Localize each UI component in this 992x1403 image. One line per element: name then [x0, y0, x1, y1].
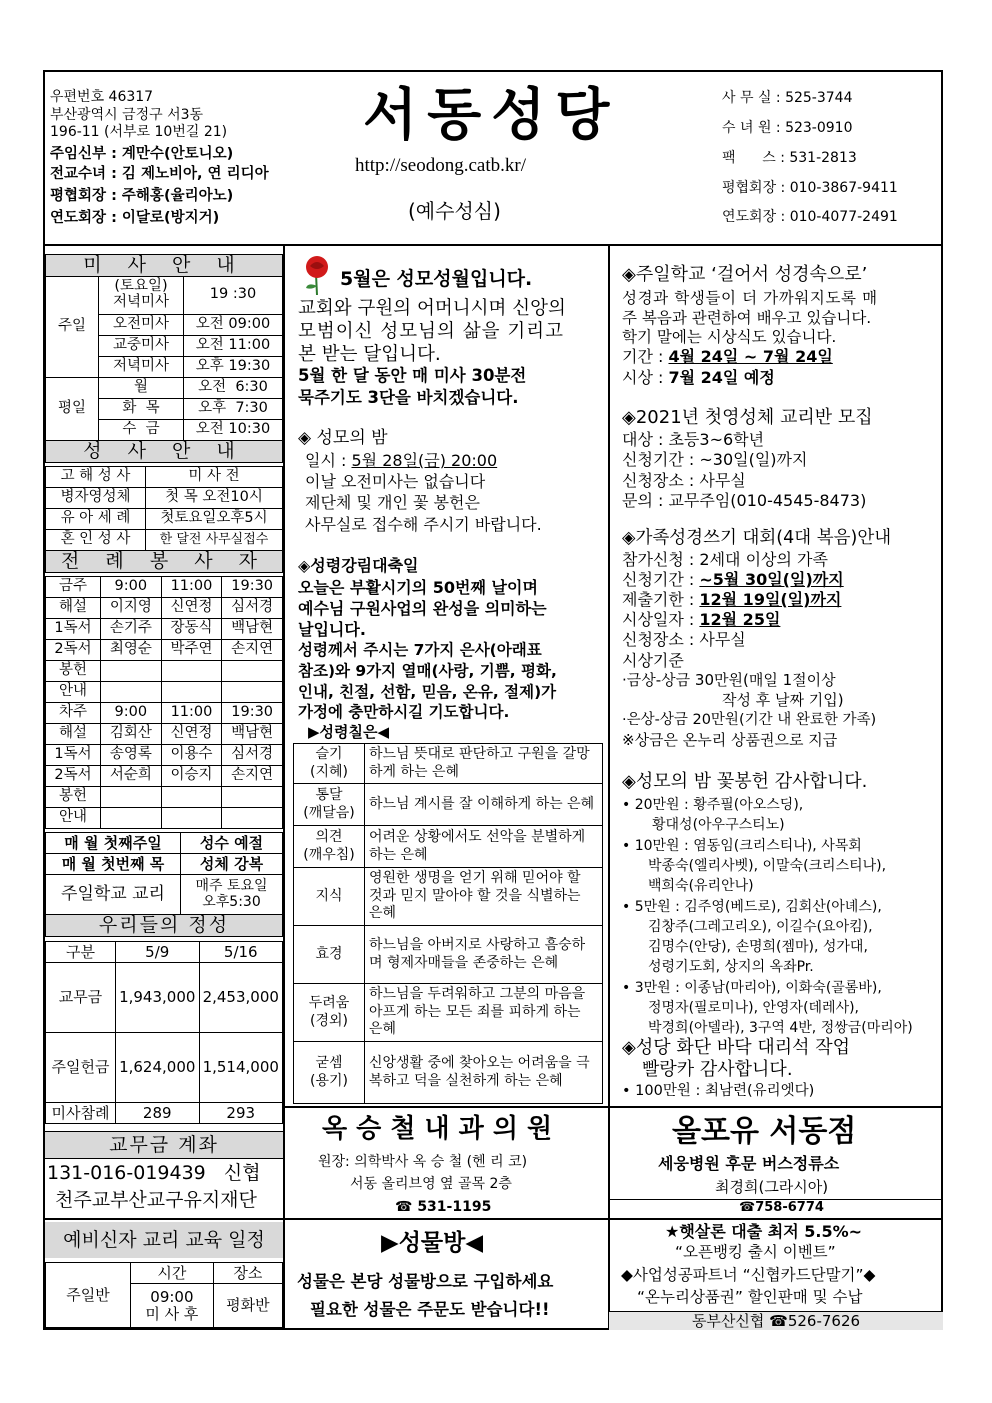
liturgy-week1-r2-c1: 손기주	[101, 619, 162, 640]
clinic-name: 옥 승 철 내 과 의 원	[322, 1114, 553, 1144]
school-award-value: 7월 24일 예정	[668, 368, 775, 387]
bible-line-5: 신청장소 : 사무실	[622, 630, 746, 649]
postal-code: 우편번호 46317	[50, 89, 154, 105]
mass-row-0-name: (토요일) 저녁미사	[99, 276, 184, 314]
shop-line-1: 세웅병원 후문 버스정류소	[658, 1154, 840, 1173]
liturgy-week1-r3-c0: 2독서	[46, 640, 101, 661]
weekday-label: 평일	[46, 377, 99, 440]
night-date-label: 일시 :	[305, 451, 352, 470]
offering-1-v1: 1,624,000	[116, 1033, 200, 1103]
school-period	[622, 348, 833, 366]
cu-line-2: “오픈뱅킹 출시 이벤트”	[675, 1243, 836, 1261]
night-line-2: 이날 오전미사는 없습니다	[305, 472, 486, 491]
offering-1-v2: 1,514,000	[199, 1033, 283, 1103]
pent-line-3: 날입니다.	[298, 620, 366, 639]
school-line-1: 성경과 학생들이 더 가까워지도록 매	[622, 289, 878, 307]
liturgy-week2-r3-c2: 이승지	[161, 766, 222, 787]
liturgy-week1-r1-c1: 이지영	[101, 598, 162, 619]
liturgy-title: 전 례 봉 사 자	[46, 551, 283, 573]
bible-line-10: ※상금은 온누리 상품권으로 지급	[622, 731, 838, 749]
offering-table	[45, 941, 283, 1124]
fax-number: 팩 스 : 531-2813	[722, 150, 857, 166]
bible-line-7: ·금상-상금 30만원(매일 1절이상	[622, 671, 836, 689]
may-body-5: 묵주기도 3단을 바치겠습니다.	[298, 388, 519, 407]
night-title: ◈ 성모의 밤	[298, 428, 388, 448]
night-date-value: 5월 28일(금) 20:00	[351, 451, 498, 470]
gift-0-name: 슬기 (지혜)	[294, 744, 365, 784]
mass-row-1-time: 오전 09:00	[184, 314, 283, 335]
pent-line-1: 오늘은 부활시기의 50번째 날이며	[298, 578, 538, 597]
liturgy-week1-r0-c2: 11:00	[161, 577, 222, 598]
may-title: 5월은 성모성월입니다.	[340, 268, 533, 290]
bible-line-2	[622, 571, 844, 589]
liturgy-week2-r2-c3: 심서경	[222, 745, 283, 766]
mass-row-2-name: 교중미사	[99, 335, 184, 356]
cu-line-3	[621, 1267, 875, 1285]
liturgy-week1-r5-c2	[161, 682, 222, 703]
liturgy-week2-r0-c1: 9:00	[101, 703, 162, 724]
communion-line-4: 문의 : 교무주임(010-4545-8473)	[622, 491, 867, 510]
account-number: 131-016-019439 신협	[47, 1162, 261, 1184]
offering-2-v1: 289	[116, 1103, 200, 1124]
bible-line-4-value: 12월 25일	[699, 610, 781, 629]
sacrament-1-name: 병자영성체	[46, 488, 146, 509]
school-period-value: 4월 24일 ~ 7월 24일	[668, 347, 833, 366]
feast-label: (예수성심)	[408, 199, 501, 223]
liturgy-week1-r4-c0: 봉헌	[46, 661, 101, 682]
thanks-line-6: 김창주(그레고리오), 이길수(요아킴),	[648, 918, 873, 935]
offering-0-v1: 1,943,000	[116, 963, 200, 1033]
gifts-table	[293, 743, 603, 1104]
offering-1-label: 주일헌금	[46, 1033, 116, 1103]
monthly-0-value: 성수 예절	[181, 833, 283, 854]
thanks-line-5: • 5만원 : 김주영(베드로), 김회산(아녜스),	[622, 898, 882, 915]
school-award	[622, 369, 775, 387]
catechumen-title: 예비신자 교리 교육 일정	[45, 1222, 283, 1258]
offering-col-1: 5/9	[116, 942, 200, 963]
cu-line-3-text: ◆사업성공파트너 “신협카드단말기”◆	[621, 1266, 876, 1284]
may-body-3: 본 받는 달입니다.	[298, 344, 441, 365]
offering-0-v2: 2,453,000	[199, 963, 283, 1033]
thanks-line-8: 성령기도회, 상지의 옥좌Pr.	[648, 959, 814, 976]
catechumen-place: 평화반	[213, 1284, 282, 1328]
offering-col-2: 5/16	[199, 942, 283, 963]
header-divider	[43, 244, 943, 246]
gifts-title: ▶성령칠은◀	[308, 723, 390, 741]
liturgy-week1-r5-c1	[101, 682, 162, 703]
mass-row-0-time: 19 :30	[184, 276, 283, 314]
parish-title: 서동성당	[363, 83, 620, 148]
gift-5-name: 두려움 (경외)	[294, 984, 365, 1042]
liturgy-week1-r4-c2	[161, 661, 222, 682]
communion-line-2: 신청기간 : ~30일(일)까지	[622, 450, 808, 469]
thanks-line-3: 박종숙(엘리사벳), 이말숙(크리스티나),	[648, 857, 887, 874]
liturgy-week2-r1-c0: 해설	[46, 724, 101, 745]
may-body-1: 교회와 구원의 어머니시며 신앙의	[298, 298, 566, 319]
night-line-3: 제단체 및 개인 꽃 봉헌은	[305, 493, 480, 512]
council-line: 평협회장 : 주해홍(율리아노)	[50, 188, 234, 204]
liturgy-week2-r0-c0: 차주	[46, 703, 101, 724]
pent-line-4: 성령께서 주시는 7가지 은사(아래표	[298, 641, 542, 659]
sacrament-0-name: 고 해 성 사	[46, 467, 146, 488]
sacrament-2-name: 유 아 세 례	[46, 509, 146, 530]
cu-line-1: ★햇살론 대출 최저 5.5%~	[665, 1222, 863, 1241]
liturgy-week1-r2-c0: 1독서	[46, 619, 101, 640]
thanks-line-7: 김명수(안당), 손명희(젬마), 성가대,	[648, 939, 868, 956]
bible-title: ◈가족성경쓰기 대회(4대 복음)안내	[622, 528, 892, 548]
liturgy-week1-r3-c2: 박주연	[161, 640, 222, 661]
bible-line-3	[622, 591, 841, 609]
liturgy-table	[45, 576, 283, 829]
bible-line-8: 작성 후 날짜 기입)	[722, 691, 844, 709]
pent-line-5: 참조)와 9가지 열매(사랑, 기쁨, 평화,	[298, 662, 557, 680]
mass-row-5-time: 오후 7:30	[184, 398, 283, 419]
nun-line: 전교수녀 : 김 제노비아, 연 리디아	[50, 166, 269, 182]
mass-row-5-name: 화 목	[99, 398, 184, 419]
liturgy-week2-r3-c0: 2독서	[46, 766, 101, 787]
monthly-table	[45, 832, 283, 937]
gift-3-desc: 영원한 생명을 얻기 위해 믿어야 할 것과 믿지 말아야 할 것을 식별하는 은혜	[365, 868, 603, 926]
liturgy-week1-r2-c2: 장동식	[161, 619, 222, 640]
bible-line-4-label: 시상일자 :	[622, 610, 700, 629]
communion-line-1: 대상 : 초등3~6학년	[622, 430, 765, 449]
thanks-line-9: • 3만원 : 이종남(마리아), 이화숙(골롬바),	[622, 979, 882, 996]
sacrament-3-name: 혼 인 성 사	[46, 530, 146, 551]
school-line-3: 학기 말에는 시상식도 있습니다.	[622, 328, 837, 346]
liturgy-week1-r0-c0: 금주	[46, 577, 101, 598]
offering-0-label: 교무금	[46, 963, 116, 1033]
thanks-line-10: 정명자(필로미나), 안영자(데레사),	[648, 1000, 860, 1016]
catechumen-label: 주일반	[46, 1263, 131, 1328]
monthly-0-label: 매 월 첫째주일	[46, 833, 181, 854]
gift-4-desc: 하느님을 아버지로 사랑하고 흠숭하며 형제자매들을 존중하는 은혜	[365, 926, 603, 984]
bottom-divider	[43, 1218, 943, 1220]
liturgy-week2-r1-c1: 김회산	[101, 724, 162, 745]
shop-line-2: 최경희(그라시아)	[715, 1178, 829, 1196]
liturgy-week1-r0-c3: 19:30	[222, 577, 283, 598]
gift-2-desc: 어려운 상황에서도 선악을 분별하게 하는 은혜	[365, 826, 603, 868]
mass-schedule-table	[45, 254, 283, 463]
gift-3-name: 지식	[294, 868, 365, 926]
bible-line-3-value: 12월 19일(일)까지	[699, 590, 842, 609]
liturgy-week1-r1-c0: 해설	[46, 598, 101, 619]
thanks-line-0: • 20만원 : 황주필(아오스딩),	[622, 797, 804, 813]
may-body-4: 5월 한 달 동안 매 미사 30분전	[298, 366, 527, 385]
council-phone: 평협회장 : 010-3867-9411	[722, 180, 898, 196]
gift-1-name: 통달 (깨달음)	[294, 784, 365, 826]
sunday-label: 주일	[46, 276, 99, 377]
catechumen-time: 09:00 미 사 후	[131, 1284, 214, 1328]
pent-line-6: 인내, 친절, 선함, 믿음, 온유, 절제)가	[298, 683, 557, 701]
pastor-line: 주임신부 : 계만수(안토니오)	[50, 146, 234, 162]
ageclub-line: 연도회장 : 이달로(방지거)	[50, 210, 220, 226]
liturgy-week1-r0-c1: 9:00	[101, 577, 162, 598]
store-title: ▶성물방◀	[381, 1230, 484, 1256]
bible-line-3-label: 제출기한 :	[622, 590, 700, 609]
mass-row-3-time: 오후 19:30	[184, 356, 283, 377]
liturgy-week2-r3-c1: 서순희	[101, 766, 162, 787]
gift-2-name: 의견 (깨우침)	[294, 826, 365, 868]
mass-row-6-time: 오전 10:30	[184, 419, 283, 440]
mass-row-3-name: 저녁미사	[99, 356, 184, 377]
bible-line-2-label: 신청기간 :	[622, 570, 700, 589]
gift-1-desc: 하느님 계시를 잘 이해하게 하는 은혜	[365, 784, 603, 826]
clinic-phone: ☎ 531-1195	[395, 1199, 492, 1215]
catechumen-time-header: 시간	[131, 1263, 214, 1284]
mass-title: 미 사 안 내	[46, 255, 283, 277]
school-time: 매주 토요일 오후5:30	[181, 875, 283, 915]
communion-title: ◈2021년 첫영성체 교리반 모집	[622, 407, 873, 428]
night-line-4: 사무실로 접수해 주시기 바랍니다.	[305, 515, 542, 534]
bible-line-1: 참가신청 : 2세대 이상의 가족	[622, 550, 828, 569]
liturgy-week1-r1-c2: 신연정	[161, 598, 222, 619]
school-period-label: 기간 :	[622, 347, 669, 366]
liturgy-week1-r1-c3: 심서경	[222, 598, 283, 619]
account-holder: 천주교부산교구유지재단	[55, 1189, 257, 1211]
address-line-1: 부산광역시 금정구 서3동	[50, 107, 204, 123]
ads-divider	[283, 1106, 943, 1108]
liturgy-week2-r0-c2: 11:00	[161, 703, 222, 724]
liturgy-week2-r4-c0: 봉헌	[46, 787, 101, 808]
bible-line-6: 시상기준	[622, 651, 684, 670]
gift-5-desc: 하느님을 두려워하고 그분의 마음을 아프게 하는 모든 죄를 피하게 하는 은혜	[365, 984, 603, 1042]
sacrament-3-info: 한 달전 사무실접수	[146, 530, 283, 551]
liturgy-week1-r3-c3: 손지연	[222, 640, 283, 661]
liturgy-week2-r4-c2	[161, 787, 222, 808]
marble-title-1: ◈성당 화단 바닥 대리석 작업	[622, 1037, 850, 1058]
liturgy-week2-r3-c3: 손지연	[222, 766, 283, 787]
liturgy-week2-r0-c3: 19:30	[222, 703, 283, 724]
shop-name: 올포유 서동점	[672, 1114, 857, 1149]
liturgy-week2-r2-c0: 1독서	[46, 745, 101, 766]
bible-line-2-value: ~5월 30일(일)까지	[699, 570, 844, 589]
gift-6-desc: 신앙생활 중에 찾아오는 어려움을 극복하고 덕을 실천하게 하는 은혜	[365, 1042, 603, 1104]
sacrament-table	[45, 466, 283, 573]
pentecost-title: ◈성령강림대축일	[298, 556, 419, 575]
school-label: 주일학교 교리	[46, 875, 181, 915]
night-date	[305, 452, 497, 470]
convent-phone: 수 녀 원 : 523-0910	[722, 120, 853, 136]
school-award-label: 시상 :	[622, 368, 669, 387]
liturgy-week1-r4-c3	[222, 661, 283, 682]
mass-row-6-name: 수 금	[99, 419, 184, 440]
catechumen-table	[45, 1262, 283, 1328]
pent-line-7: 가정에 충만하시길 기도합니다.	[298, 703, 510, 721]
school-title: ◈주일학교 ‘걸어서 성경속으로’	[622, 264, 868, 285]
sacrament-2-info: 첫토요일오후5시	[146, 509, 283, 530]
offering-col-0: 구분	[46, 942, 116, 963]
sacrament-1-info: 첫 목 오전10시	[146, 488, 283, 509]
monthly-1-value: 성체 강복	[181, 854, 283, 875]
liturgy-week1-r5-c3	[222, 682, 283, 703]
liturgy-week2-r2-c1: 송영록	[101, 745, 162, 766]
liturgy-week2-r1-c3: 백남현	[222, 724, 283, 745]
thanks-line-2: • 10만원 : 염동임(크리스티나), 사목회	[622, 837, 862, 854]
liturgy-week1-r5-c0: 안내	[46, 682, 101, 703]
office-phone: 사 무 실 : 525-3744	[722, 90, 853, 106]
offering-2-label: 미사참례	[46, 1103, 116, 1124]
rose-icon	[300, 254, 334, 296]
liturgy-week2-r4-c3	[222, 787, 283, 808]
sacrament-0-info: 미 사 전	[146, 467, 283, 488]
pent-line-2: 예수님 구원사업의 완성을 의미하는	[298, 599, 547, 618]
bible-line-9: ·은상-상금 20만원(기간 내 완료한 가족)	[622, 712, 877, 728]
sacrament-title: 성 사 안 내	[46, 440, 283, 462]
liturgy-week2-r1-c2: 신연정	[161, 724, 222, 745]
liturgy-week1-r3-c1: 최영순	[101, 640, 162, 661]
mass-row-2-time: 오전 11:00	[184, 335, 283, 356]
thanks-line-11: 박경희(아델라), 3구역 4반, 정쌍금(마리아)	[648, 1020, 913, 1037]
liturgy-week2-r5-c0: 안내	[46, 808, 101, 829]
gift-6-name: 굳셈 (용기)	[294, 1042, 365, 1104]
liturgy-week2-r4-c1	[101, 787, 162, 808]
col-divider-2	[608, 244, 610, 1330]
mass-row-4-time: 오전 6:30	[184, 377, 283, 398]
thanks-line-1: 황대성(아우구스티노)	[652, 817, 785, 834]
marble-title-2: 빨랑카 감사합니다.	[642, 1059, 793, 1080]
monthly-1-label: 매 월 첫번째 목	[46, 854, 181, 875]
account-title: 교무금 계좌	[45, 1131, 283, 1159]
gift-0-desc: 하느님 뜻대로 판단하고 구원을 갈망하게 하는 은혜	[365, 744, 603, 784]
store-line-2: 필요한 성물은 주문도 받습니다!!	[310, 1300, 550, 1319]
may-body-2: 모범이신 성모님의 삶을 기리고	[298, 321, 564, 342]
parish-url[interactable]: http://seodong.catb.kr/	[355, 155, 526, 176]
marble-line-1: • 100만원 : 최남련(유리엣다)	[622, 1083, 815, 1099]
liturgy-week1-r2-c3: 백남현	[222, 619, 283, 640]
shop-phone: ☎758-6774	[739, 1200, 824, 1215]
liturgy-week2-r5-c1	[101, 808, 162, 829]
gift-4-name: 효경	[294, 926, 365, 984]
ageclub-phone: 연도회장 : 010-4077-2491	[722, 209, 898, 225]
mass-row-1-name: 오전미사	[99, 314, 184, 335]
liturgy-week1-r4-c1	[101, 661, 162, 682]
offering-2-v2: 293	[199, 1103, 283, 1124]
liturgy-week2-r5-c3	[222, 808, 283, 829]
liturgy-week2-r2-c2: 이용수	[161, 745, 222, 766]
liturgy-week2-r5-c2	[161, 808, 222, 829]
clinic-line-1: 원장: 의학박사 옥 승 철 (헨 리 코)	[318, 1154, 528, 1170]
address-line-2: 196-11 (서부로 10번길 21)	[50, 124, 228, 140]
store-line-1: 성물은 본당 성물방으로 구입하세요	[297, 1272, 554, 1291]
offering-title: 우리들의 정성	[46, 915, 283, 937]
bible-line-4	[622, 611, 780, 629]
cu-footer: 동부산신협 ☎526-7626	[609, 1311, 943, 1330]
clinic-line-2: 서동 올리브영 옆 골목 2층	[350, 1176, 512, 1192]
thanks-title: ◈성모의 밤 꽃봉헌 감사합니다.	[622, 771, 868, 792]
cu-line-4: “온누리상품권” 할인판매 및 수납	[637, 1288, 863, 1306]
thanks-line-4: 백희숙(유리안나)	[648, 878, 754, 895]
school-line-2: 주 복음과 관련하여 배우고 있습니다.	[622, 309, 872, 327]
mass-row-4-name: 월	[99, 377, 184, 398]
catechumen-place-header: 장소	[213, 1263, 282, 1284]
col-divider-1	[283, 244, 285, 1330]
communion-line-3: 신청장소 : 사무실	[622, 471, 746, 490]
